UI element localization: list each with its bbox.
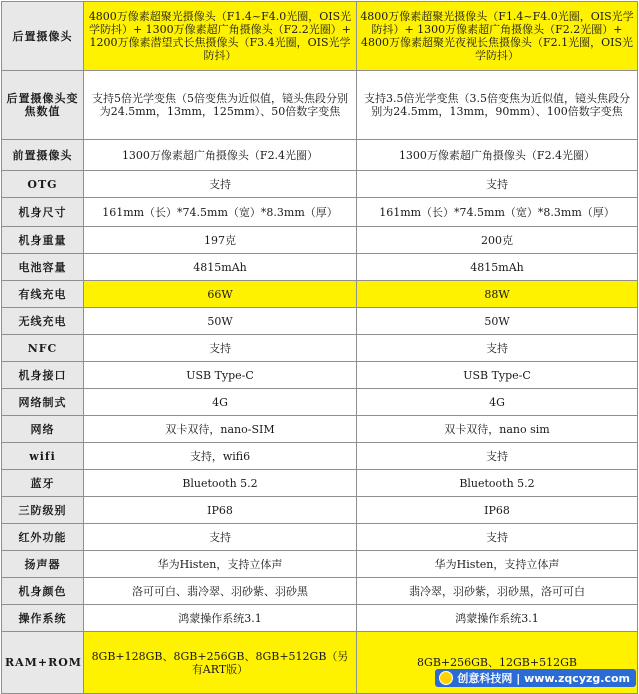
- table-row: [2, 551, 638, 578]
- cell-phone-a: USB Type-C: [84, 362, 357, 389]
- cell-phone-b: 支持: [357, 171, 638, 198]
- cell-phone-a: 支持: [84, 335, 357, 362]
- cell-phone-b: 4815mAh: [357, 254, 638, 281]
- cell-phone-a: Bluetooth 5.2: [84, 470, 357, 497]
- cell-phone-a: 66W: [84, 281, 357, 308]
- row-label: 前置摄像头: [2, 140, 84, 171]
- table-row: [2, 605, 638, 632]
- cell-phone-a: 支持: [84, 524, 357, 551]
- cell-phone-b: IP68: [357, 497, 638, 524]
- cell-phone-a: IP68: [84, 497, 357, 524]
- cell-phone-b: 支持3.5倍光学变焦（3.5倍变焦为近似值，镜头焦段分别为24.5mm，13mm，90mm）、100倍数字变焦: [357, 71, 638, 140]
- row-label: 电池容量: [2, 254, 84, 281]
- table-row: [2, 140, 638, 171]
- cell-phone-a: 8GB+128GB、8GB+256GB、8GB+512GB（另有ART版）: [84, 632, 357, 694]
- table-row: [2, 308, 638, 335]
- site-logo-icon: [439, 671, 453, 685]
- cell-phone-b: 88W: [357, 281, 638, 308]
- cell-phone-b: 支持: [357, 524, 638, 551]
- site-watermark: [435, 669, 636, 687]
- cell-phone-b: 50W: [357, 308, 638, 335]
- row-label: 机身颜色: [2, 578, 84, 605]
- table-row: [2, 71, 638, 140]
- table-row: [2, 227, 638, 254]
- row-label: 无线充电: [2, 308, 84, 335]
- cell-phone-b: USB Type-C: [357, 362, 638, 389]
- row-label: 机身接口: [2, 362, 84, 389]
- table-row: [2, 497, 638, 524]
- cell-phone-a: 华为Histen，支持立体声: [84, 551, 357, 578]
- row-label: 网络: [2, 416, 84, 443]
- row-label: 三防级别: [2, 497, 84, 524]
- table-row: [2, 198, 638, 227]
- cell-phone-a: 4800万像素超聚光摄像头（F1.4~F4.0光圈，OIS光学防抖）+ 1300万像素超广角摄像头（F2.2光圈）+ 1200万像素潜望式长焦摄像头（F3.4光圈，OIS光学防抖）: [84, 2, 357, 71]
- cell-phone-a: 洛可可白、翡冷翠、羽砂紫、羽砂黑: [84, 578, 357, 605]
- cell-phone-b: 1300万像素超广角摄像头（F2.4光圈）: [357, 140, 638, 171]
- cell-phone-a: 1300万像素超广角摄像头（F2.4光圈）: [84, 140, 357, 171]
- watermark-text: 创意科技网 | www.zqcyzg.com: [457, 671, 630, 685]
- cell-phone-a: 50W: [84, 308, 357, 335]
- table-row: [2, 524, 638, 551]
- cell-phone-a: 鸿蒙操作系统3.1: [84, 605, 357, 632]
- cell-phone-b: 8GB+256GB、12GB+512GB: [357, 632, 638, 694]
- row-label: wifi: [2, 443, 84, 470]
- cell-phone-a: 双卡双待，nano-SIM: [84, 416, 357, 443]
- row-label: RAM+ROM: [2, 632, 84, 694]
- table-row: [2, 281, 638, 308]
- table-row: [2, 578, 638, 605]
- row-label: 后置摄像头: [2, 2, 84, 71]
- cell-phone-b: 支持: [357, 335, 638, 362]
- cell-phone-b: 支持: [357, 443, 638, 470]
- row-label: 红外功能: [2, 524, 84, 551]
- spec-comparison-table: [1, 1, 638, 694]
- table-row: [2, 362, 638, 389]
- table-row: [2, 443, 638, 470]
- cell-phone-b: 200克: [357, 227, 638, 254]
- cell-phone-b: 鸿蒙操作系统3.1: [357, 605, 638, 632]
- cell-phone-b: Bluetooth 5.2: [357, 470, 638, 497]
- table-row: [2, 2, 638, 71]
- row-label: OTG: [2, 171, 84, 198]
- row-label: 蓝牙: [2, 470, 84, 497]
- cell-phone-b: 翡冷翠，羽砂紫，羽砂黑，洛可可白: [357, 578, 638, 605]
- cell-phone-a: 支持: [84, 171, 357, 198]
- cell-phone-a: 4815mAh: [84, 254, 357, 281]
- cell-phone-b: 4G: [357, 389, 638, 416]
- table-row: [2, 335, 638, 362]
- table-row: [2, 171, 638, 198]
- cell-phone-a: 197克: [84, 227, 357, 254]
- row-label: 后置摄像头变焦数值: [2, 71, 84, 140]
- cell-phone-a: 支持5倍光学变焦（5倍变焦为近似值，镜头焦段分别为24.5mm，13mm，125mm）、50倍数字变焦: [84, 71, 357, 140]
- row-label: 网络制式: [2, 389, 84, 416]
- row-label: 操作系统: [2, 605, 84, 632]
- cell-phone-a: 支持，wifi6: [84, 443, 357, 470]
- cell-phone-b: 华为Histen，支持立体声: [357, 551, 638, 578]
- row-label: NFC: [2, 335, 84, 362]
- cell-phone-b: 双卡双待，nano sim: [357, 416, 638, 443]
- cell-phone-b: 161mm（长）*74.5mm（宽）*8.3mm（厚）: [357, 198, 638, 227]
- cell-phone-a: 4G: [84, 389, 357, 416]
- cell-phone-b: 4800万像素超聚光摄像头（F1.4~F4.0光圈，OIS光学防抖）+ 1300万像素超广角摄像头（F2.2光圈）+ 4800万像素超聚光夜视长焦摄像头（F2.1光圈，OIS光学防抖）: [357, 2, 638, 71]
- row-label: 机身重量: [2, 227, 84, 254]
- row-label: 扬声器: [2, 551, 84, 578]
- table-row: [2, 254, 638, 281]
- row-label: 有线充电: [2, 281, 84, 308]
- table-row: [2, 416, 638, 443]
- table-row: [2, 389, 638, 416]
- cell-phone-a: 161mm（长）*74.5mm（宽）*8.3mm（厚）: [84, 198, 357, 227]
- table-row: [2, 470, 638, 497]
- row-label: 机身尺寸: [2, 198, 84, 227]
